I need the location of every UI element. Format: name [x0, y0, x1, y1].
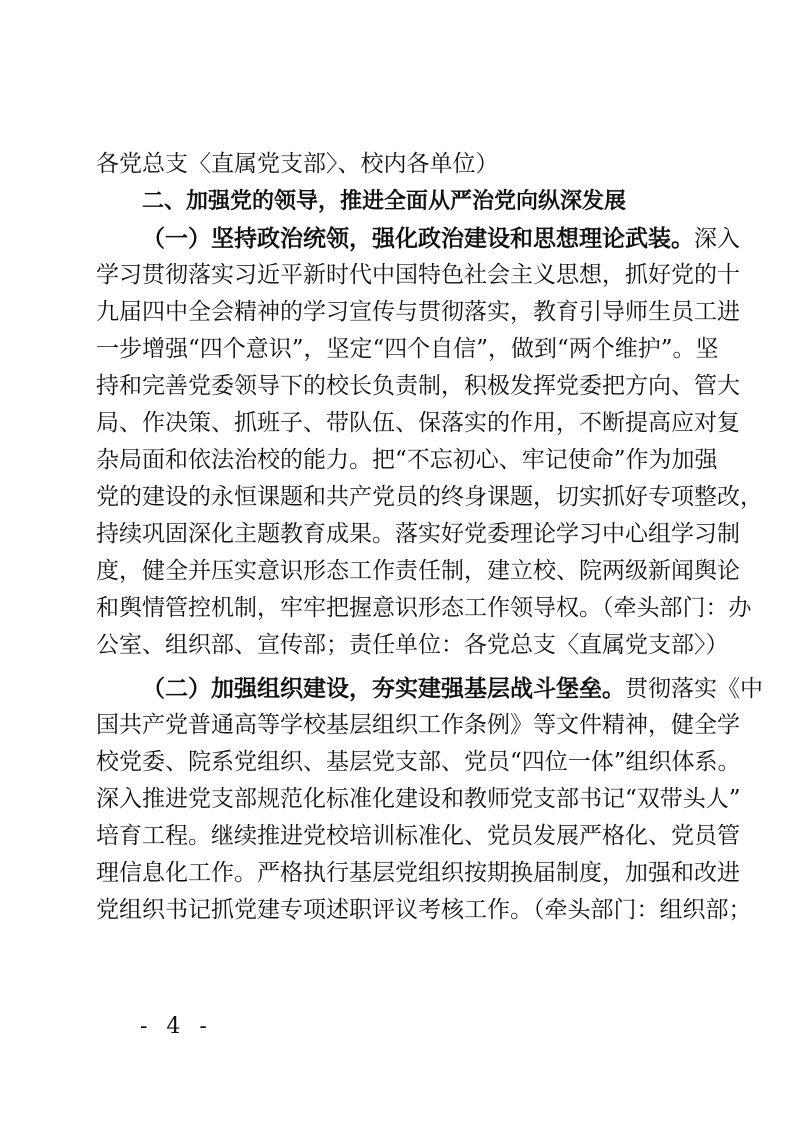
body-text-line: 持续巩固深化主题教育成果。落实好党委理论学习中心组学习制	[96, 521, 740, 547]
body-text-line: 局、作决策、抓班子、带队伍、保落实的作用，不断提高应对复	[96, 410, 740, 436]
subsection-paragraph-line	[96, 670, 763, 707]
body-text-line: 党组织书记抓党建专项述职评议考核工作。（牵头部门：组织部；	[96, 897, 752, 923]
body-text: 深入	[694, 226, 740, 252]
body-text: 贯彻落实《中	[625, 676, 763, 702]
body-text-line: 九届四中全会精神的学习宣传与贯彻落实，教育引导师生员工进	[96, 299, 740, 325]
body-text-line: 校党委、院系党组织、基层党支部、党员“四位一体”组织体系。	[96, 749, 741, 775]
body-text-line: 深入推进党支部规范化标准化建设和教师党支部书记“双带头人”	[96, 786, 741, 812]
subsection-title: （一）坚持政治统领，强化政治建设和思想理论武装。	[142, 225, 694, 252]
body-text-line: 公室、组织部、宣传部；责任单位：各党总支〈直属党支部〉）	[96, 632, 729, 658]
body-text-line: 杂局面和依法治校的能力。把“不忘初心、牢记使命”作为加强	[96, 447, 718, 473]
subsection-paragraph-line	[96, 220, 740, 257]
body-text-line: 理信息化工作。严格执行基层党组织按期换届制度，加强和改进	[96, 860, 740, 886]
body-text-line: 国共产党普通高等学校基层组织工作条例》等文件精神，健全学	[96, 712, 740, 738]
page-number: - 4 -	[140, 1014, 213, 1039]
body-text-line: 学习贯彻落实习近平新时代中国特色社会主义思想，抓好党的十	[96, 262, 740, 288]
body-text-line: 培育工程。继续推进党校培训标准化、党员发展严格化、党员管	[96, 823, 740, 849]
body-text-line: 和舆情管控机制，牢牢把握意识形态工作领导权。（牵头部门：办	[96, 595, 752, 621]
body-text-line: 一步增强“四个意识”，坚定“四个自信”，做到“两个维护”。坚	[96, 336, 719, 362]
document-body	[96, 146, 763, 929]
body-text-line: 各党总支〈直属党支部〉、校内各单位）	[96, 151, 499, 177]
body-text-line: 度，健全并压实意识形态工作责任制，建立校、院两级新闻舆论	[96, 558, 740, 584]
body-text-line: 持和完善党委领导下的校长负责制，积极发挥党委把方向、管大	[96, 373, 740, 399]
body-text-line: 党的建设的永恒课题和共产党员的终身课题，切实抓好专项整改，	[96, 484, 763, 510]
section-heading	[96, 183, 696, 220]
section-heading-text: 二、加强党的领导，推进全面从严治党向纵深发展	[142, 189, 627, 214]
subsection-title: （二）加强组织建设，夯实建强基层战斗堡垒。	[142, 675, 625, 702]
